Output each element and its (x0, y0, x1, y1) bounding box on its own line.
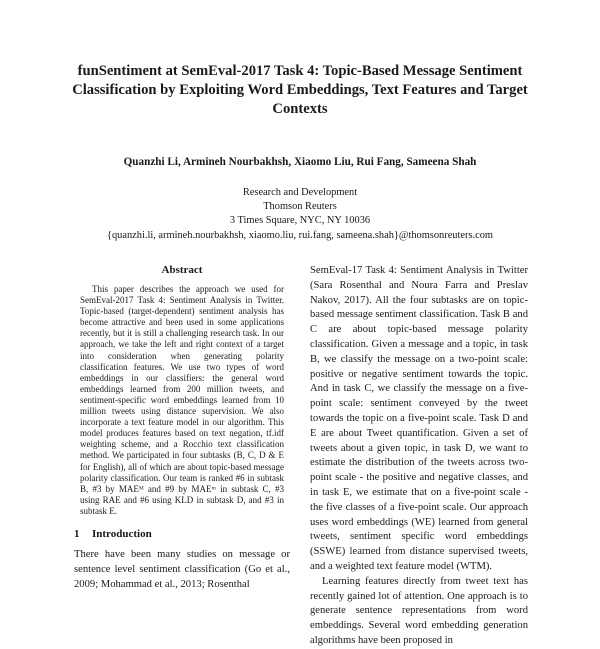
paper-title: funSentiment at SemEval-2017 Task 4: Topic-Based Message Sentiment Classification by Exploiting Word Embeddings, Text Features and Target Contexts (72, 63, 528, 117)
abstract-text: This paper describes the approach we used for SemEval-2017 Task 4: Sentiment Analysis in Twitter. Topic-based (target-dependent) sentiment analysis has become attractive and been used in some applications recently, but it is still a challenging research task. In our approach, we take the left and right context of a target into consideration when generating polarity classification features. We use two types of word embeddings in our classifiers: the general word embeddings learned from 200 million tweets, and sentiment-specific word embeddings learned from 10 million tweets using distance supervision. We also incorporate a text feature model in our algorithm. This model produces features based on text negation, tf.idf weighting scheme, and a Rocchio text classification method. We participated in four subtasks (B, C, D & E for English), all of which are about topic-based message polarity classification. Our team is ranked #6 in subtask B, #3 by MAEᴹ and #9 by MAEᵐ in subtask C, #3 using RAE and #6 using KLD in subtask D, and #3 in subtask E. (80, 284, 284, 516)
affiliation-block (60, 186, 540, 243)
section-title: Introduction (92, 527, 152, 540)
introduction-heading (74, 528, 290, 540)
body-paragraph: SemEval-17 Task 4: Sentiment Analysis in Twitter (Sara Rosenthal and Noura Farra and Preslav Nakov, 2017). All the four subtasks are on topic-based message sentiment classification. Task B and C are about topic-based message polarity classification. Given a message and a topic, in task B, we classify the message on a two-point scale: positive or negative sentiment towards the topic. And in task C, we classify the message on a five-point scale: sentiment conveyed by the tweet towards the topic on a five-point scale. Task D and E are about Tweet quantification. Given a set of tweets about a given topic, in task D, we want to estimate the distribution of the tweets across two-point scale - the positive and negative classes, and in task E, we estimate that on a five-point scale - the five classes of a five-point scale. Our approach uses word embeddings (WE) learned from general tweets, sentiment specific word embeddings (SSWE) learned from distance supervised tweets, and a weighted text feature model (WTM). (310, 265, 528, 572)
body-paragraph: Learning features directly from tweet text has recently gained lot of attention. One approach is to generate sentence representations from word embeddings. Several word embedding generation algorithms have been proposed in (310, 575, 528, 646)
abstract-heading: Abstract (161, 264, 203, 276)
affiliation-department: Research and Development (242, 187, 358, 198)
affiliation-organization: Thomson Reuters (263, 201, 337, 213)
left-column (74, 264, 290, 592)
right-column (310, 264, 528, 649)
affiliation-emails: {quanzhi.li, armineh.nourbakhsh, xiaomo.liu, rui.fang, sameena.shah}@thomsonreuters.com (106, 229, 493, 241)
affiliation-address: 3 Times Square, NYC, NY 10036 (229, 215, 371, 227)
author-list: Quanzhi Li, Armineh Nourbakhsh, Xiaomo Liu, Rui Fang, Sameena Shah (123, 156, 477, 168)
section-number: 1 (74, 527, 80, 540)
introduction-text: There have been many studies on message or sentence level sentiment classification (Go et al., 2009; Mohammad et al., 2013; Rosenthal (74, 548, 290, 590)
